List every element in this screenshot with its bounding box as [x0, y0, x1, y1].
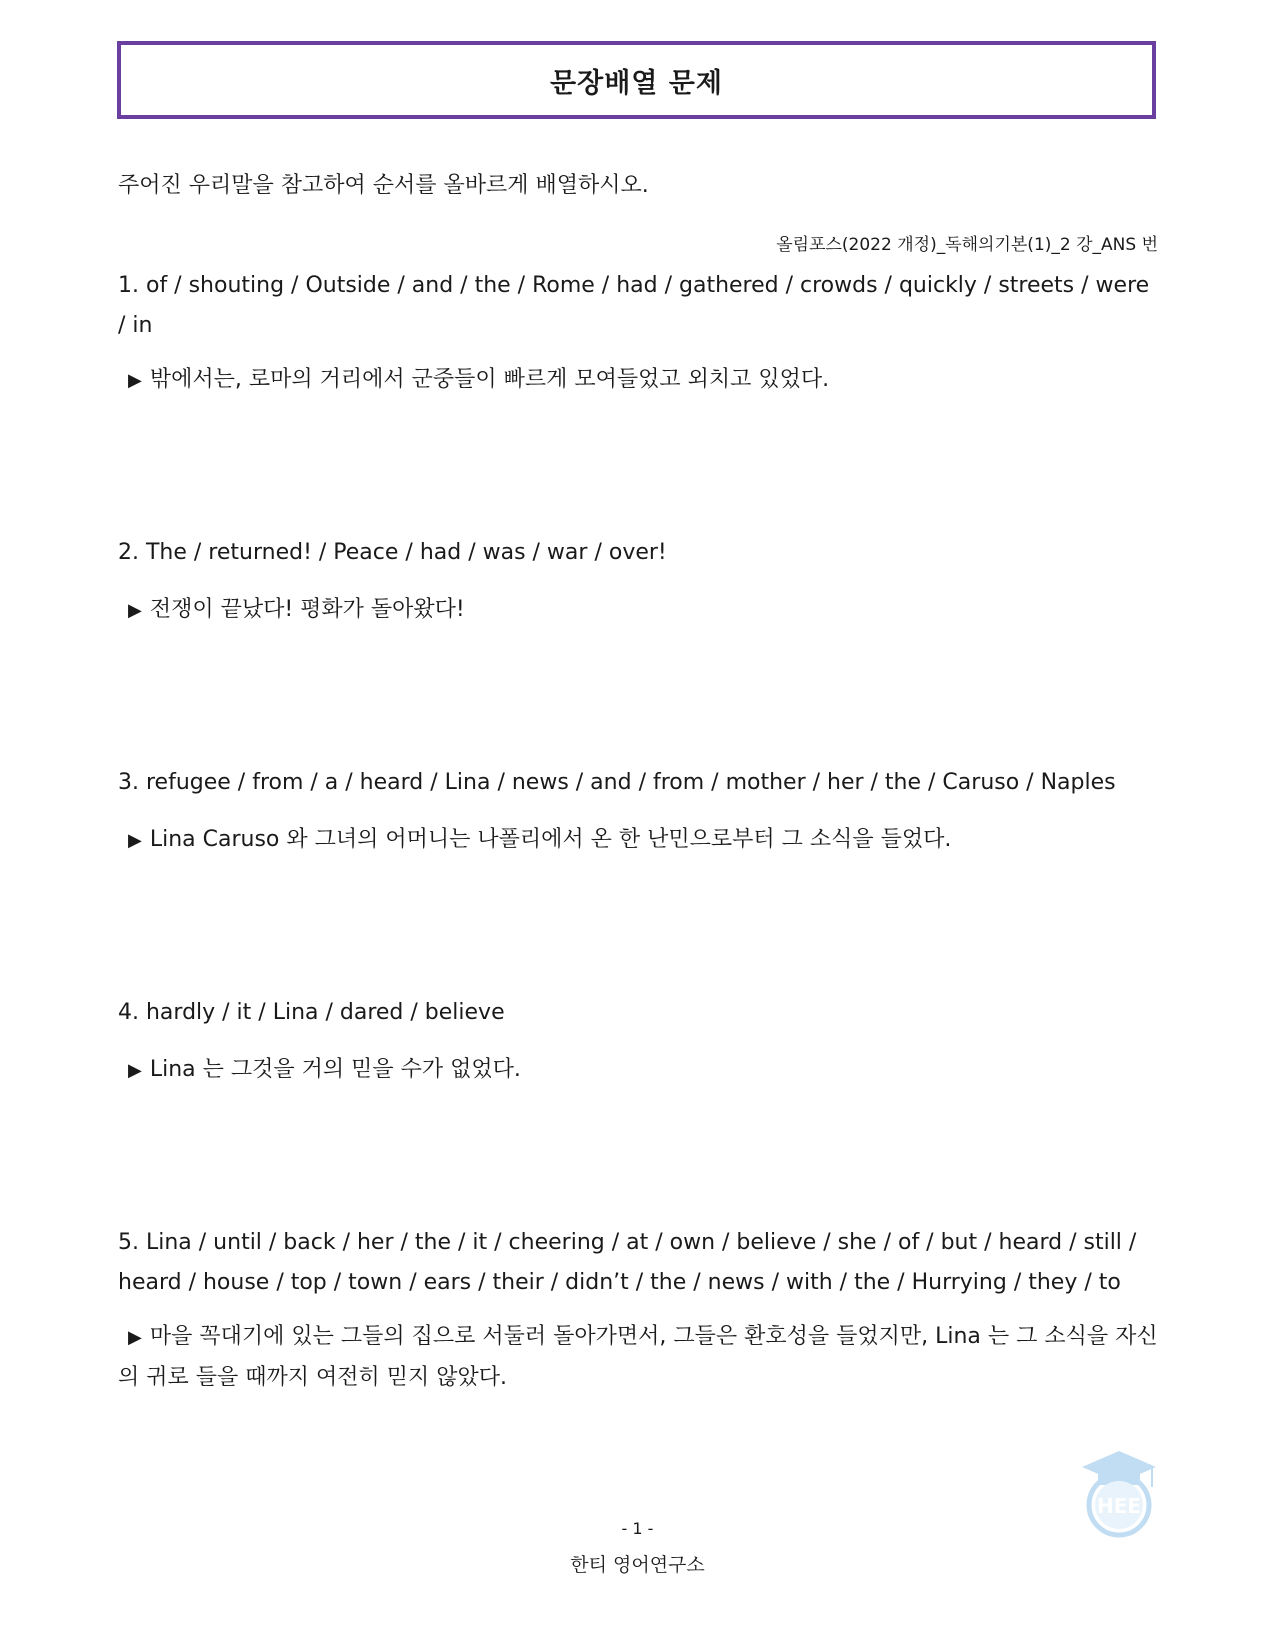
logo-text: HEE [1096, 1494, 1142, 1518]
answer-hint-text: Lina 는 그것을 거의 믿을 수가 없었다. [149, 1057, 521, 1082]
triangle-bullet-icon: ▶ [128, 370, 142, 391]
footer-text: 한티 영어연구소 [570, 1554, 705, 1576]
page-title: 문장배열 문제 [550, 67, 723, 99]
source-label: 올림포스(2022 개정)_독해의기본(1)_2 강_ANS 번 [776, 235, 1158, 255]
question-2-prompt: 2. The / returned! / Peace / had / was / war / over! [118, 540, 667, 565]
question-3-answer-hint [118, 820, 1158, 861]
instruction-text: 주어진 우리말을 참고하여 순서를 올바르게 배열하시오. [118, 173, 649, 198]
triangle-bullet-icon: ▶ [128, 1327, 142, 1348]
question-5-answer-hint [118, 1317, 1158, 1398]
question-1-answer-hint [118, 360, 1158, 401]
answer-hint-text: 마을 꼭대기에 있는 그들의 집으로 서둘러 돌아가면서, 그들은 환호성을 들었지만, Lina 는 그 소식을 자신의 귀로 들을 때까지 여전히 믿지 않았다. [118, 1324, 1158, 1390]
answer-hint-text: 전쟁이 끝났다! 평화가 돌아왔다! [149, 597, 465, 622]
triangle-bullet-icon: ▶ [128, 600, 142, 621]
question-2-answer-hint [118, 590, 1158, 631]
question-5-prompt: 5. Lina / until / back / her / the / it / cheering / at / own / believe / she / of / but / heard / still / heard / house / top / town / ears / their / didn’t / the / news / with / the / Hurrying / they / to [118, 1230, 1137, 1295]
answer-hint-text: 밖에서는, 로마의 거리에서 군중들이 빠르게 모여들었고 외치고 있었다. [149, 367, 830, 392]
question-3-prompt: 3. refugee / from / a / heard / Lina / news / and / from / mother / her / the / Caruso / Naples [118, 770, 1116, 795]
answer-hint-text: Lina Caruso 와 그녀의 어머니는 나폴리에서 온 한 난민으로부터 그 소식을 들었다. [149, 827, 952, 852]
question-4-prompt: 4. hardly / it / Lina / dared / believe [118, 1000, 505, 1025]
page-number: - 1 - [621, 1519, 654, 1538]
question-1-prompt: 1. of / shouting / Outside / and / the / Rome / had / gathered / crowds / quickly / streets / were / in [118, 273, 1150, 338]
triangle-bullet-icon: ▶ [128, 1060, 142, 1081]
question-4-answer-hint [118, 1050, 1158, 1091]
title-box [117, 41, 1156, 119]
triangle-bullet-icon: ▶ [128, 830, 142, 851]
